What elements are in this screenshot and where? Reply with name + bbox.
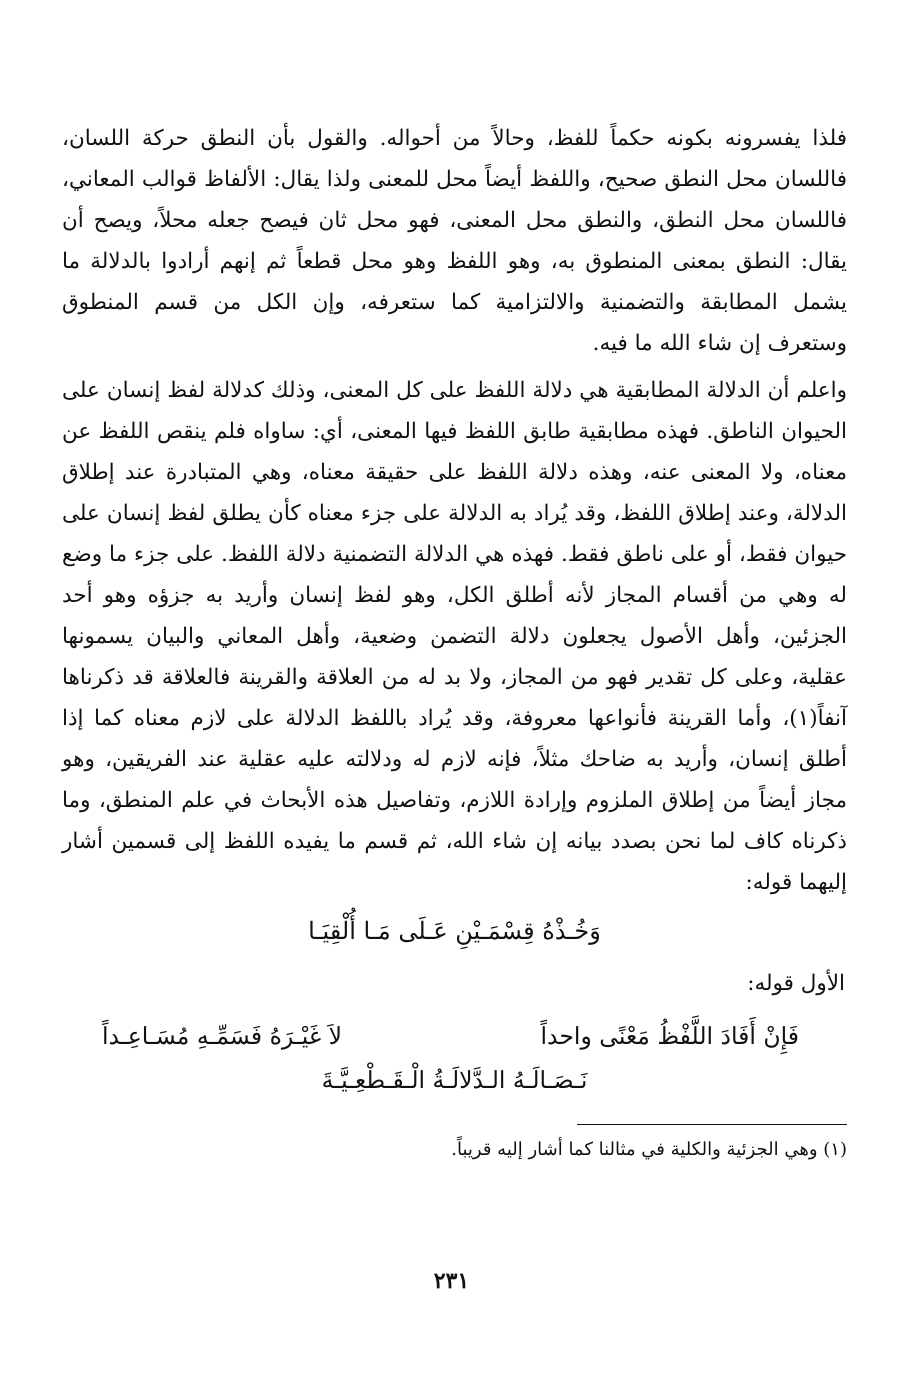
verse-couplet — [62, 1014, 847, 1058]
footnote-divider — [577, 1124, 847, 1125]
body-paragraph-2: واعلم أن الدلالة المطابقية هي دلالة اللفظ على كل المعنى، وذلك كدلالة لفظ إنسان على الحيوان الناطق. فهذه مطابقية طابق اللفظ فيها المعنى، أي: ساواه فلم ينقص اللفظ عن معناه، ولا المعنى عنه، وهذه دلالة اللفظ على حقيقة معناه، وهي المتبادرة عند إطلاق الدلالة، وعند إطلاق اللفظ، وقد يُراد به الدلالة على جزء معناه كأن يطلق لفظ إنسان على حيوان فقط، أو على ناطق فقط. فهذه هي الدلالة التضمنية دلالة اللفظ. على جزء ما وضع له وهي من أقسام المجاز لأنه أطلق الكل، وهو لفظ إنسان وأريد به جزؤه وهو أحد الجزئين، وأهل الأصول يجعلون دلالة التضمن وضعية، وأهل المعاني والبيان يسمونها عقلية، وعلى كل تقدير فهو من المجاز، ولا بد له من العلاقة والقرينة فالعلاقة قد ذكرناها آنفاً(١)، وأما القرينة فأنواعها معروفة، وقد يُراد باللفظ الدلالة على لازم معناه كما إذا أطلق إنسان، وأريد به ضاحك مثلاً، فإنه لازم له ودلالته عليه عقلية عند الفريقين، وهو مجاز أيضاً من إطلاق الملزوم وإرادة اللازم، وتفاصيل هذه الأبحاث في علم المنطق، وما ذكرناه كاف لما نحن بصدد بيانه إن شاء الله، ثم قسم ما يفيده اللفظ إلى قسمين أشار إليهما قوله: — [62, 378, 847, 895]
page-number: ٢٣١ — [433, 1268, 470, 1294]
verse-hemistich-right: فَإِنْ أَفَادَ اللَّفْظُ مَعْنًى واحداً — [540, 1022, 799, 1050]
verse-line: وَخُـذْهُ قِسْمَـيْنِ عَـلَى مَـا أُلْقِيَـا — [308, 917, 601, 945]
intro-line: الأول قوله: — [747, 971, 845, 996]
verse-hemistich-left: لاَ غَيْـرَهُ فَسَمِّـهِ مُسَـاعِـداً — [102, 1022, 342, 1050]
verse-line-second: نَـصَـالَـهُ الـدَّلالَـةُ الْـقَـطْعِـيَّـةَ — [321, 1066, 588, 1094]
footnote: (١) وهي الجزئية والكلية في مثالنا كما أشار إليه قريباً. — [451, 1139, 847, 1160]
body-paragraph-1: فلذا يفسرونه بكونه حكماً للفظ، وحالاً من أحواله. والقول بأن النطق حركة اللسان، فاللسان محل النطق صحيح، واللفظ أيضاً محل للمعنى ولذا يقال: الألفاظ قوالب المعاني، فاللسان محل النطق، والنطق محل المعنى، فهو محل ثان فيصح جعله محلاً، ويصح أن يقال: النطق بمعنى المنطوق به، وهو اللفظ وهو محل قطعاً ثم إنهم أرادوا بالدلالة ما يشمل المطابقة والتضمنية والالتزامية كما ستعرفه، وإن الكل من قسم المنطوق وستعرف إن شاء الله ما فيه. — [62, 126, 847, 356]
